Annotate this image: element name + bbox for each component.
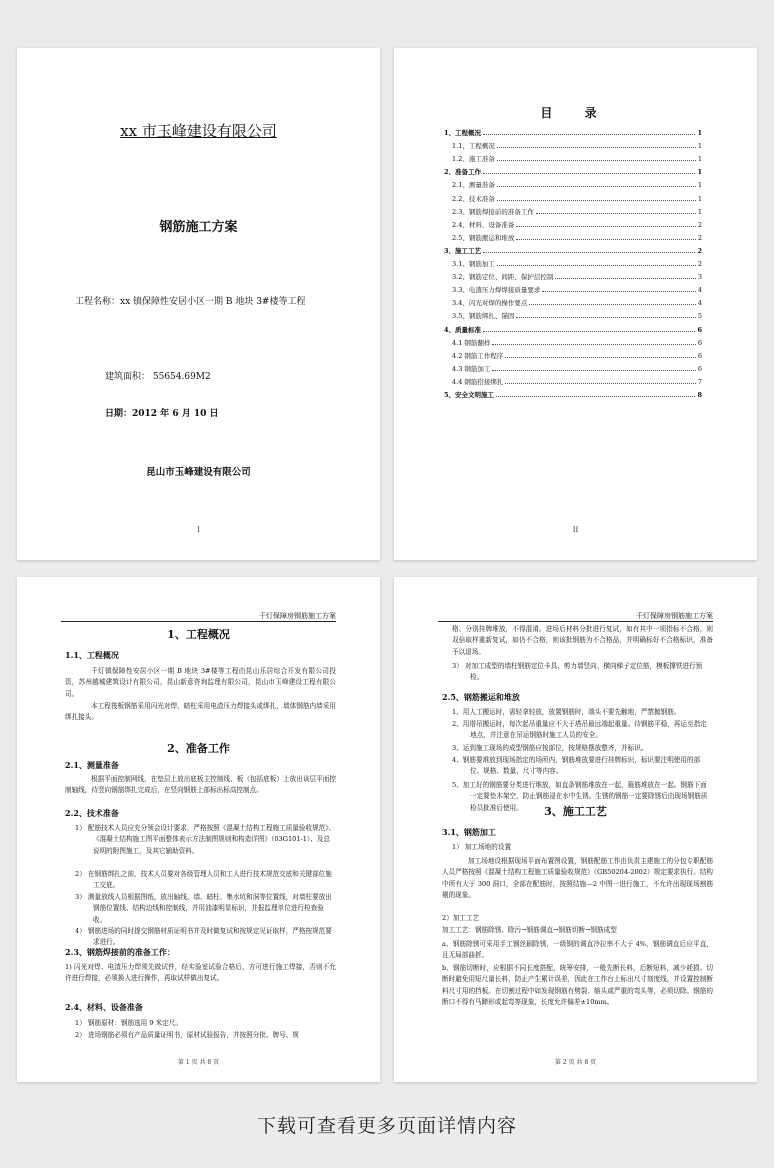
toc-leader-dots — [497, 265, 696, 266]
toc-entry[interactable] — [444, 150, 702, 163]
subsection-heading-2-5: 2.5、钢筋搬运和堆放 — [442, 692, 520, 702]
toc-entry-page: 1 — [697, 129, 702, 138]
toc-entry-page: 1 — [697, 194, 702, 203]
toc-entry-page: 1 — [697, 207, 702, 216]
toc-entry-page: 6 — [697, 351, 702, 360]
toc-entry[interactable] — [444, 137, 702, 150]
toc-entry-label: 2.5、钢筋搬运和堆放 — [452, 233, 515, 242]
toc-leader-dots — [492, 370, 695, 371]
toc-entry[interactable] — [444, 255, 702, 268]
toc-entry-label: 2.4、材料、设备准备 — [452, 220, 515, 229]
toc-entry[interactable] — [444, 203, 702, 216]
toc-entry[interactable] — [444, 176, 702, 189]
toc-entry-label: 3.3、电渣压力焊焊接质量要求 — [452, 286, 541, 295]
page-header: 千灯保障房钢筋施工方案 — [259, 612, 336, 620]
paragraph-2-1: 根据平面控制网线，在垫层上放出底板主控制线、板（包括底板）上放出该层平面控制轴线，待竖向钢筋绑扎完成后，在竖向钢筋上部标出标高控制点。 — [65, 775, 336, 795]
toc-entry[interactable] — [444, 229, 702, 242]
list-item-2-5-4: 4、钢筋要堆放到现场指定的场所内，钢筋堆放要进行挂牌标识，标识要注明使用的部位、规格、数量、尺寸等内容。 — [452, 756, 701, 776]
toc-entry[interactable] — [444, 347, 702, 360]
toc-entry[interactable] — [444, 307, 702, 320]
cover-footer-company: 昆山市玉峰建设有限公司 — [146, 467, 251, 478]
toc-leader-dots — [483, 331, 695, 332]
toc-entry-label: 3.4、闪光对焊的操作要点 — [452, 299, 528, 308]
header-rule — [438, 621, 713, 622]
toc-leader-dots — [483, 252, 695, 253]
page-footer: 第 1 页 共 8 页 — [177, 1059, 220, 1066]
toc-entry-label: 4.4 钢筋搭接绑扎 — [452, 377, 504, 386]
toc-entry-page: 2 — [697, 260, 702, 269]
toc-entry-page: 7 — [697, 377, 702, 386]
page-footer: 第 2 页 共 8 页 — [554, 1059, 597, 1066]
list-item-2-4-2: 2） 进场钢筋必须有产品质量证明书，原材试验报告，并按照分批、牌号、规 — [75, 1031, 299, 1039]
list-item-2-2-1: 1） 配筋技术人员应充分领会设计要求，严格按照《混凝土结构工程施工质量验收规范》、《混凝土结构施工图平面整体表示方法制图规则和构造详图》（03G101-1）、及总说明的附图施工，及其它辅助资料。 — [75, 824, 336, 855]
toc-leader-dots — [505, 357, 695, 358]
toc-entry-label: 3.2、钢筋定位、间距、保护层控制 — [452, 273, 554, 282]
toc-entry-page: 6 — [697, 364, 702, 373]
subsection-heading-3-1: 3.1、钢筋加工 — [442, 827, 496, 837]
content-page-1 — [17, 577, 380, 1082]
list-item-2-2-2: 2） 在钢筋绑扎之前，技术人员要对各级管理人员和工人进行技术规范交底和关键部位施工交底。 — [75, 870, 332, 890]
toc-entry-page: 4 — [697, 286, 702, 295]
paragraph-3-1-2: 2）加工工艺 — [442, 914, 480, 922]
toc-entry-label: 2.2、技术准备 — [452, 194, 495, 203]
toc-leader-dots — [483, 134, 695, 135]
toc-entry[interactable] — [444, 242, 702, 255]
toc-entry-page: 2 — [697, 233, 702, 242]
list-item-2-4-1: 1） 钢筋原材：钢筋选用 9 米定尺。 — [75, 1019, 182, 1027]
list-item-2-2-4: 4） 钢筋进场的同时提交钢筋材质证明书并及时做复试和按规定见证取样，严格按规范要求进行。 — [75, 927, 332, 947]
cover-page — [17, 48, 380, 560]
list-item-2-2-3: 3） 测量放线人员根据图纸，放出轴线、墙、暗柱、集水坑和洞等位置线，对墙柱要放出钢筋位置线、结构边线和控制线，并用油漆明显标识，并报监理单位进行检查验收。 — [75, 893, 332, 924]
toc-entry-page: 1 — [697, 142, 702, 151]
toc-entry[interactable] — [444, 334, 702, 347]
toc-leader-dots — [516, 317, 696, 318]
toc-leader-dots — [483, 173, 695, 174]
paragraph-1-1: 千灯镇保障性安居小区一期 B 地块 3#楼等工程由昆山乐居综合开发有限公司投资，苏州越城建筑设计有限公司，昆山新意咨询监理有限公司，昆山市玉峰建设工程有限公司。 — [65, 667, 336, 698]
toc-list — [444, 124, 702, 399]
header-rule — [61, 621, 336, 622]
list-item-2-5-5: 5、加工好的钢筋要分类进行堆放，如直条钢筋堆放在一起，箍筋堆放在一起。钢筋下面一定要垫木架空，防止钢筋浸在水中生锈。生锈的钢筋一定要除锈后由现场钢筋质检员批准后使用。 — [452, 781, 708, 812]
toc-leader-dots — [536, 213, 696, 214]
toc-entry-page: 6 — [697, 338, 702, 347]
toc-entry-label: 4.1 钢筋翻样 — [452, 338, 491, 347]
page-header: 千灯保障房钢筋施工方案 — [636, 612, 713, 620]
toc-entry-page: 2 — [697, 220, 702, 229]
toc-entry[interactable] — [444, 386, 702, 399]
list-item-2-4-3: 3） 对加工成型的墙柱钢筋定位卡具、剪力墙竖向、横向梯子定位筋，模板撑铁进行预检。 — [452, 662, 703, 682]
toc-entry-page: 1 — [697, 155, 702, 164]
toc-leader-dots — [497, 160, 696, 161]
content-page-2 — [394, 577, 757, 1082]
toc-leader-dots — [497, 147, 696, 148]
toc-entry-label: 3.1、钢筋加工 — [452, 260, 495, 269]
section-heading-1: 1、工程概况 — [167, 628, 230, 641]
toc-entry-page: 8 — [697, 390, 702, 399]
toc-entry-label: 5、安全文明施工 — [444, 390, 495, 399]
toc-entry-label: 1.2、施工准备 — [452, 155, 495, 164]
toc-leader-dots — [497, 186, 696, 187]
subsection-heading-2-3: 2.3、钢筋焊接前的准备工作： — [65, 947, 175, 957]
toc-entry-page: 1 — [697, 168, 702, 177]
toc-entry[interactable] — [444, 320, 702, 333]
toc-entry-page: 5 — [697, 312, 702, 321]
paragraph-3-1-5: b、钢筋切断时，应根据不同长度搭配，统筹安排，一般先断长料，后断短料，减少耗损。切断时避免用短尺量长料，防止产生累计误差，因此在工作台上标出尺寸刻度线，并设置控制断料尺寸用的挡板。在切割过程中如发现钢筋有劈裂、缩头或严重的弯头等，必须切除。钢筋的断口不得有马蹄形或起弯等现象，长度允许偏差±10mm。 — [442, 964, 713, 1007]
toc-entry[interactable] — [444, 163, 702, 176]
toc-leader-dots — [505, 383, 695, 384]
toc-entry[interactable] — [444, 216, 702, 229]
toc-entry-page: 4 — [697, 299, 702, 308]
toc-entry[interactable] — [444, 268, 702, 281]
toc-entry-label: 3、施工工艺 — [444, 246, 482, 255]
toc-leader-dots — [529, 304, 696, 305]
cover-date: 日期：2012 年 6 月 10 日 — [105, 409, 219, 419]
toc-entry-label: 2、准备工作 — [444, 168, 482, 177]
toc-entry-label: 4.3 钢筋加工 — [452, 364, 491, 373]
paragraph-3-1: 加工场地设根据现场平面布置图设置，钢筋配筋工作由负责主建施工的分包专职配筋人员严格按照《混凝土结构工程施工质量验收规范》（GB50204-2002）规定要求执行。结构中所有大于 300 洞口，全部在配筋时，按照结施—2 中图一进行施工，不允许出现现场割筋剔的现象。 — [442, 857, 713, 900]
paragraph-1-1b: 本工程筏板钢筋采用闪光对焊，暗柱采用电渣压力焊接头或绑扎，墙体钢筋内墙采用绑扎接头。 — [65, 702, 336, 722]
toc-leader-dots — [492, 344, 695, 345]
cover-company: xx 市玉峰建设有限公司 — [120, 122, 277, 140]
list-item-2-5-1: 1、用人工搬运时，需轻拿轻放，放置钢筋时，端头不要先触地，严禁抛钢筋。 — [452, 708, 681, 716]
toc-entry-label: 4.2 钢筋工作程序 — [452, 351, 504, 360]
section-heading-3: 3、施工工艺 — [544, 805, 607, 818]
subsection-heading-2-2: 2.2、技术准备 — [65, 808, 119, 818]
toc-entry-page: 1 — [697, 181, 702, 190]
toc-leader-dots — [555, 278, 696, 279]
toc-entry-label: 2.3、钢筋焊接前的准备工作 — [452, 207, 534, 216]
list-item-2-5-3: 3、运到施工现场的成型钢筋应按部位，按规格摆放整齐，并标识。 — [452, 744, 648, 752]
download-caption: 下载可查看更多页面详情内容 — [256, 1115, 517, 1137]
paragraph-3-1-3: 加工工艺：钢筋除锈、除污→钢筋调直→钢筋切断→钢筋成型 — [442, 926, 617, 934]
section-heading-2: 2、准备工作 — [167, 742, 230, 755]
toc-title: 目 录 — [540, 106, 611, 120]
toc-entry-label: 3.5、钢筋绑扎、锚固 — [452, 312, 515, 321]
toc-leader-dots — [516, 239, 696, 240]
toc-page-number: II — [572, 526, 579, 534]
toc-entry-label: 1、工程概况 — [444, 129, 482, 138]
list-item-3-1-1: 1） 加工场地的设置 — [452, 843, 512, 851]
paragraph-2-3: 1) 闪光对焊、电渣压力焊须先做试件，经实验室试验合格后，方可进行施工焊接，否则不允许进行焊接，必须换人进行操作，再取试样做出复试。 — [65, 963, 336, 983]
toc-entry-label: 4、质量标准 — [444, 325, 482, 334]
toc-entry[interactable] — [444, 294, 702, 307]
toc-entry-label: 2.1、测量准备 — [452, 181, 495, 190]
toc-leader-dots — [497, 200, 696, 201]
toc-entry[interactable] — [444, 360, 702, 373]
toc-leader-dots — [516, 226, 696, 227]
toc-entry-page: 6 — [697, 325, 702, 334]
toc-entry-page: 3 — [697, 273, 702, 282]
toc-leader-dots — [496, 396, 695, 397]
cover-project-name: 工程名称：xx 镇保障性安居小区一期 B 地块 3#楼等工程 — [75, 297, 306, 307]
list-item-2-5-2: 2、用塔吊搬运时，每次起吊重量应不大于塔吊最远端起重量。待钢筋平稳，再运至指定地点，并注意在吊运钢筋时施工人员的安全。 — [452, 720, 707, 740]
toc-leader-dots — [542, 291, 696, 292]
toc-entry[interactable] — [444, 189, 702, 202]
subsection-heading-1-1: 1.1、工程概况 — [65, 650, 119, 660]
paragraph-continued: 格、分别挂牌堆放，不得混淆。进场后材料分批进行复试，如有其中一项指标不合格，则双倍取样重新复试，如仍不合格，则该批钢筋为不合格品，并明确标好不合格标识，准备予以退场。 — [452, 625, 713, 656]
toc-entry[interactable] — [444, 281, 702, 294]
cover-title: 钢筋施工方案 — [159, 220, 238, 235]
paragraph-3-1-4: a、钢筋除锈可采用手工钢丝刷除锈，一级钢的调直冷拉率不大于 4%，钢筋调直后应平直，且无局部曲折。 — [442, 940, 713, 960]
subsection-heading-2-1: 2.1、测量准备 — [65, 760, 119, 770]
cover-page-number: I — [197, 526, 200, 534]
cover-building-area: 建筑面积： 55654.69M2 — [105, 372, 211, 382]
toc-page — [394, 48, 757, 560]
toc-entry[interactable] — [444, 124, 702, 137]
toc-entry[interactable] — [444, 373, 702, 386]
toc-entry-label: 1.1、工程概况 — [452, 142, 495, 151]
subsection-heading-2-4: 2.4、材料、设备准备 — [65, 1002, 143, 1012]
toc-entry-page: 2 — [697, 246, 702, 255]
